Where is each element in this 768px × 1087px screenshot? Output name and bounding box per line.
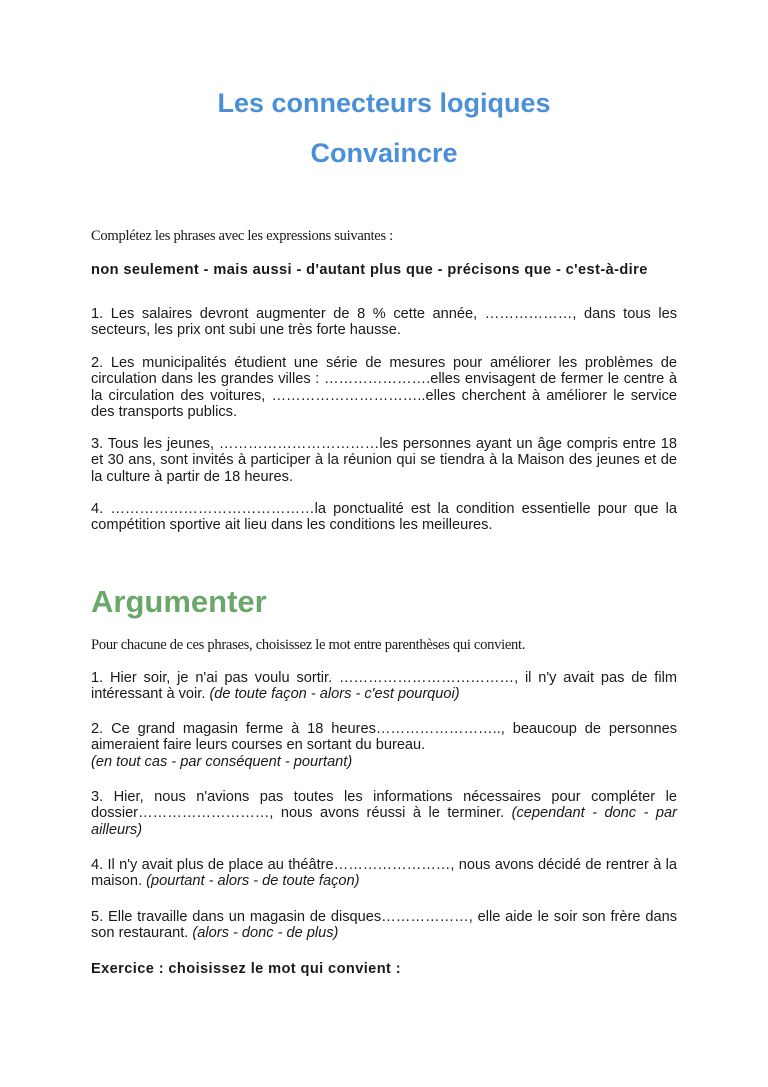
argument-choices: (en tout cas - par conséquent - pourtant) (91, 753, 353, 770)
argument-item-2 (91, 721, 677, 770)
argument-choices: (de toute façon - alors - c'est pourquoi) (209, 686, 460, 703)
argument-item-4 (91, 857, 677, 890)
argument-text: 4. Il n'y avait plus de place au théâtre……………………, nous avons décidé de rentrer à la maison. (91, 857, 677, 890)
argument-item-5 (91, 909, 677, 942)
argument-choices: (cependant - donc - par ailleurs) (91, 805, 678, 838)
page-subtitle: Convaincre (310, 138, 458, 168)
exercise-item-4: 4. ……………………………………la ponctualité est la condition essentielle pour que la compétition sportive ait lieu dans les conditions les meilleures. (91, 501, 677, 534)
exercise-item-1: 1. Les salaires devront augmenter de 8 % cette année, ………………, dans tous les secteurs, les prix ont subi une très forte hausse. (91, 306, 677, 339)
argument-item-1 (91, 670, 677, 703)
section1-expressions: non seulement - mais aussi - d'autant plus que - précisons que - c'est-à-dire (91, 262, 648, 278)
exercise-item-3: 3. Tous les jeunes, ……………………………les personnes ayant un âge compris entre 18 et 30 ans, sont invités à participer à la réunion qui se tiendra à la Maison des jeunes et de la culture à partir de 18 heures. (91, 436, 677, 485)
argument-choices: (pourtant - alors - de toute façon) (146, 873, 360, 890)
argument-text: 2. Ce grand magasin ferme à 18 heures…………………….., beaucoup de personnes aimeraient faire leurs courses en sortant du bureau. (91, 721, 677, 754)
argument-item-3 (91, 789, 677, 838)
section2-instruction: Pour chacune de ces phrases, choisissez le mot entre parenthèses qui convient. (91, 637, 526, 653)
argument-choices: (alors - donc - de plus) (192, 925, 339, 942)
argument-text: 1. Hier soir, je n'ai pas voulu sortir. ………………………………, il n'y avait pas de film intéressant à voir. (91, 670, 677, 703)
exercise-item-2: 2. Les municipalités étudient une série de mesures pour améliorer les problèmes de circulation dans les grandes villes : ………………….elles envisagent de fermer le centre à la circulation des voitures, …………………………..elles cherchent à améliorer le service des transports publics. (91, 355, 677, 421)
argument-text: 5. Elle travaille dans un magasin de disques………………, elle aide le soir son frère dans son restaurant. (91, 909, 677, 942)
page-title: Les connecteurs logiques (217, 88, 551, 118)
section2-heading: Argumenter (91, 584, 267, 619)
section1-instruction: Complétez les phrases avec les expressions suivantes : (91, 228, 393, 244)
exercise-heading: Exercice : choisissez le mot qui convient : (91, 961, 401, 977)
argument-text: 3. Hier, nous n'avions pas toutes les informations nécessaires pour compléter le dossier………………………, nous avons réussi à le terminer. (91, 789, 677, 822)
